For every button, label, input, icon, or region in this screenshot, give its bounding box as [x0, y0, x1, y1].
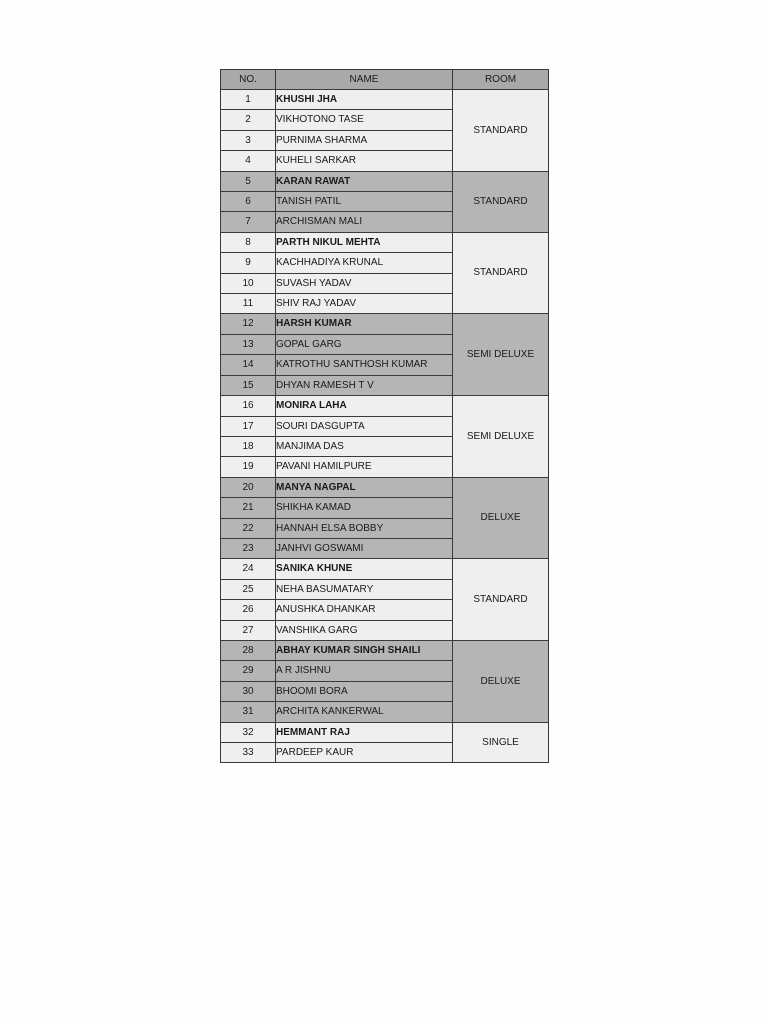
- guest-name-leader: HEMMANT RAJ: [276, 722, 453, 742]
- room-allocation-table: [220, 69, 549, 763]
- guest-name: DHYAN RAMESH T V: [276, 375, 453, 395]
- room-type: STANDARD: [453, 232, 549, 314]
- row-number: 19: [221, 457, 276, 477]
- table-row: [221, 559, 549, 579]
- guest-name-leader: ABHAY KUMAR SINGH SHAILI: [276, 640, 453, 660]
- table-row: [221, 232, 549, 252]
- row-number: 28: [221, 640, 276, 660]
- guest-name-leader: MANYA NAGPAL: [276, 477, 453, 497]
- guest-name: PARDEEP KAUR: [276, 743, 453, 763]
- row-number: 25: [221, 579, 276, 599]
- room-type: SEMI DELUXE: [453, 396, 549, 478]
- guest-name: SHIKHA KAMAD: [276, 498, 453, 518]
- table-body: [221, 90, 549, 763]
- guest-name: PURNIMA SHARMA: [276, 130, 453, 150]
- guest-name: MANJIMA DAS: [276, 436, 453, 456]
- row-number: 20: [221, 477, 276, 497]
- row-number: 5: [221, 171, 276, 191]
- row-number: 11: [221, 294, 276, 314]
- row-number: 1: [221, 90, 276, 110]
- table-row: [221, 314, 549, 334]
- row-number: 32: [221, 722, 276, 742]
- guest-name: JANHVI GOSWAMI: [276, 538, 453, 558]
- row-number: 29: [221, 661, 276, 681]
- table-row: [221, 722, 549, 742]
- guest-name: KACHHADIYA KRUNAL: [276, 253, 453, 273]
- row-number: 4: [221, 151, 276, 171]
- guest-name: ARCHISMAN MALI: [276, 212, 453, 232]
- guest-name: VANSHIKA GARG: [276, 620, 453, 640]
- row-number: 2: [221, 110, 276, 130]
- table-row: [221, 171, 549, 191]
- guest-name: TANISH PATIL: [276, 192, 453, 212]
- room-type: DELUXE: [453, 640, 549, 722]
- row-number: 27: [221, 620, 276, 640]
- guest-name: A R JISHNU: [276, 661, 453, 681]
- row-number: 8: [221, 232, 276, 252]
- guest-name: BHOOMI BORA: [276, 681, 453, 701]
- guest-name-leader: KARAN RAWAT: [276, 171, 453, 191]
- room-type: STANDARD: [453, 90, 549, 172]
- room-type: STANDARD: [453, 171, 549, 232]
- room-type: SEMI DELUXE: [453, 314, 549, 396]
- guest-name: KUHELI SARKAR: [276, 151, 453, 171]
- guest-name: ARCHITA KANKERWAL: [276, 702, 453, 722]
- guest-name-leader: HARSH KUMAR: [276, 314, 453, 334]
- row-number: 10: [221, 273, 276, 293]
- row-number: 12: [221, 314, 276, 334]
- row-number: 9: [221, 253, 276, 273]
- row-number: 3: [221, 130, 276, 150]
- room-type: DELUXE: [453, 477, 549, 559]
- guest-name: ANUSHKA DHANKAR: [276, 600, 453, 620]
- row-number: 14: [221, 355, 276, 375]
- guest-name: KATROTHU SANTHOSH KUMAR: [276, 355, 453, 375]
- row-number: 22: [221, 518, 276, 538]
- row-number: 16: [221, 396, 276, 416]
- guest-name: SOURI DASGUPTA: [276, 416, 453, 436]
- table-row: [221, 90, 549, 110]
- table-row: [221, 477, 549, 497]
- guest-name: PAVANI HAMILPURE: [276, 457, 453, 477]
- row-number: 17: [221, 416, 276, 436]
- row-number: 18: [221, 436, 276, 456]
- table-header-row: [221, 70, 549, 90]
- guest-name: SHIV RAJ YADAV: [276, 294, 453, 314]
- table-row: [221, 396, 549, 416]
- guest-name: GOPAL GARG: [276, 334, 453, 354]
- row-number: 30: [221, 681, 276, 701]
- table-row: [221, 640, 549, 660]
- row-number: 7: [221, 212, 276, 232]
- room-type: STANDARD: [453, 559, 549, 641]
- header-room: ROOM: [453, 70, 549, 90]
- guest-name-leader: SANIKA KHUNE: [276, 559, 453, 579]
- room-type: SINGLE: [453, 722, 549, 763]
- row-number: 26: [221, 600, 276, 620]
- guest-name: HANNAH ELSA BOBBY: [276, 518, 453, 538]
- row-number: 23: [221, 538, 276, 558]
- row-number: 13: [221, 334, 276, 354]
- header-name: NAME: [276, 70, 453, 90]
- guest-name: SUVASH YADAV: [276, 273, 453, 293]
- guest-name-leader: KHUSHI JHA: [276, 90, 453, 110]
- guest-name: NEHA BASUMATARY: [276, 579, 453, 599]
- row-number: 15: [221, 375, 276, 395]
- row-number: 6: [221, 192, 276, 212]
- row-number: 33: [221, 743, 276, 763]
- row-number: 24: [221, 559, 276, 579]
- header-no: NO.: [221, 70, 276, 90]
- row-number: 31: [221, 702, 276, 722]
- guest-name-leader: PARTH NIKUL MEHTA: [276, 232, 453, 252]
- row-number: 21: [221, 498, 276, 518]
- guest-name-leader: MONIRA LAHA: [276, 396, 453, 416]
- guest-name: VIKHOTONO TASE: [276, 110, 453, 130]
